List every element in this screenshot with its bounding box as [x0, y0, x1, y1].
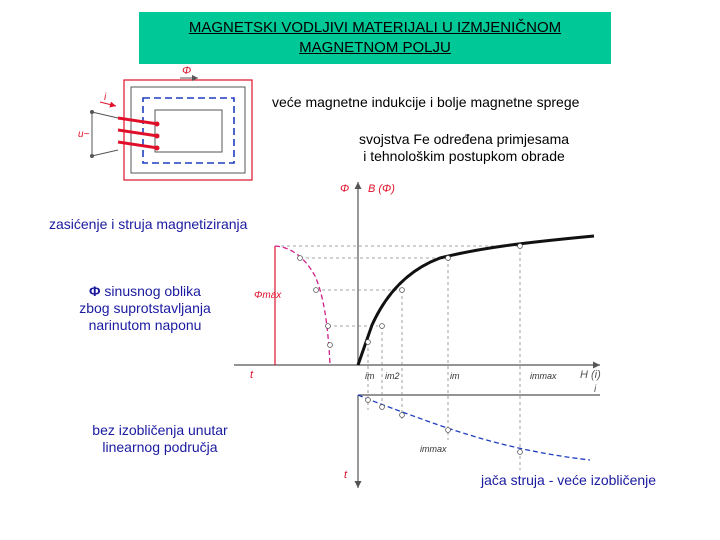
t-left-label: t: [250, 369, 254, 381]
note-induction: veće magnetne indukcije i bolje magnetne sprege: [272, 94, 580, 110]
core-sketch: [90, 78, 252, 180]
note-saturation: zasićenje i struja magnetiziranja: [49, 216, 248, 232]
note-distortion: jača struja - veće izobličenje: [481, 472, 657, 488]
note-linear-line-1: bez izobličenja unutar: [92, 422, 228, 438]
phi-max-label: Φmax: [254, 290, 282, 301]
note-fe-properties: [333, 131, 595, 165]
flux-sine-curve: [275, 246, 330, 365]
flux-sine-points: [298, 244, 523, 348]
immax-bottom-label: immax: [420, 444, 447, 454]
t-bottom-label: t: [344, 469, 348, 481]
note-sine-shape: [58, 283, 232, 334]
core-flux-label: Φ: [182, 65, 192, 77]
note-fe-line-2: i tehnološkim postupkom obrade: [363, 148, 565, 164]
i-axis-label: i: [594, 384, 597, 395]
core-outer-edge: [131, 87, 245, 173]
note-linear-line-2: linearnog područja: [102, 439, 218, 455]
note-fe-line-1: svojstva Fe određena primjesama: [358, 131, 570, 147]
note-sine-line-3: narinutom naponu: [88, 317, 202, 333]
flux-path-dashed: [143, 98, 234, 163]
title-line-2: MAGNETNOM POLJU: [299, 39, 451, 56]
phi-axis-label: Φ: [340, 183, 350, 195]
note-linear-region: [70, 422, 250, 456]
b-axis-label: B (Φ): [368, 183, 395, 195]
core-current-label: i: [104, 92, 107, 103]
h-axis-label: H (i): [580, 369, 601, 381]
current-distorted-curve: [358, 395, 590, 460]
im-mid-label: im: [450, 371, 460, 381]
im2-label: im2: [385, 371, 400, 381]
core-voltage-label: u~: [78, 129, 90, 140]
phi-symbol: Φ: [89, 283, 101, 299]
im-label: im: [365, 371, 375, 381]
core-window: [155, 110, 222, 152]
reference-lines: [275, 246, 520, 470]
title-line-1: MAGNETSKI VODLJIVI MATERIJALI U IZMJENIČNOM: [188, 19, 562, 36]
note-sine-line-2: zbog suprotstavljanja: [79, 300, 211, 316]
magnetization-curve: [358, 236, 594, 365]
immax-label: immax: [530, 371, 557, 381]
note-sine-line-1: sinusnog oblika: [100, 283, 201, 299]
axes: [234, 182, 600, 488]
